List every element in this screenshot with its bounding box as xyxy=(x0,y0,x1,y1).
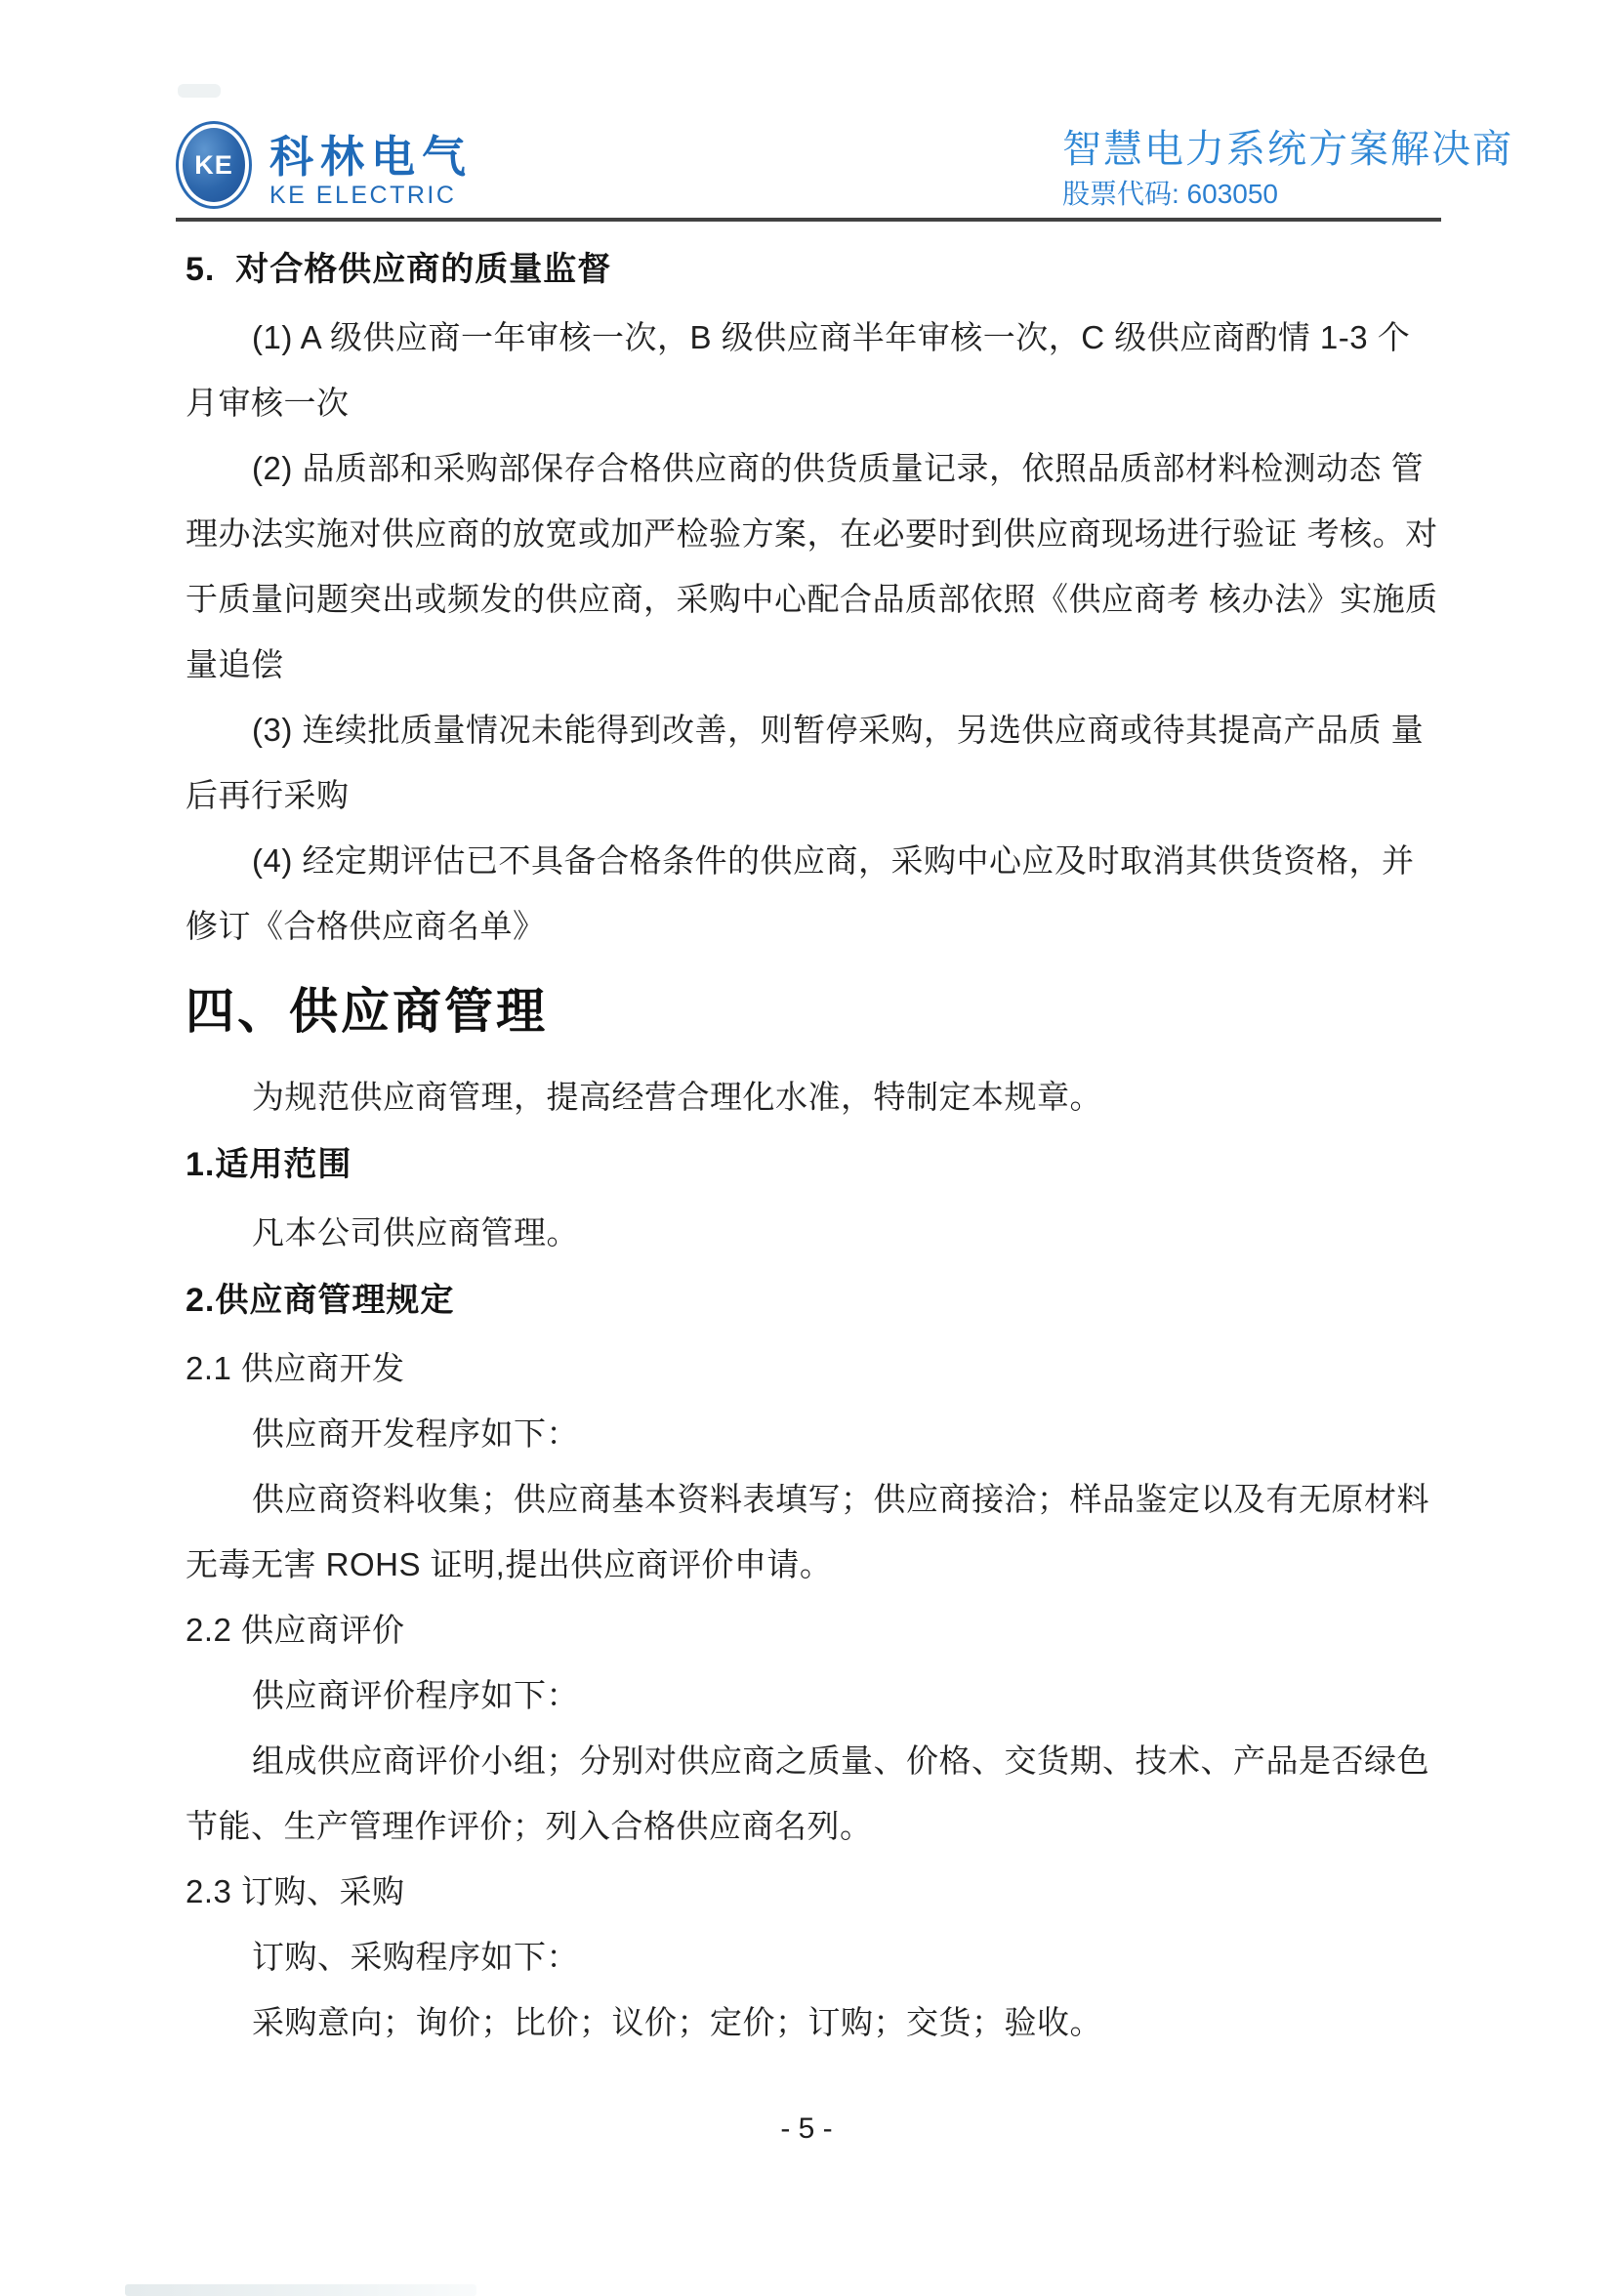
ke-logo-badge-icon xyxy=(176,121,252,209)
text-line: 组成供应商评价小组；分别对供应商之质量、价格、交货期、技术、产品是否绿色 xyxy=(252,1742,1429,1779)
text-line: 凡本公司供应商管理。 xyxy=(252,1214,579,1250)
scan-artifact-bottom xyxy=(125,2284,476,2296)
text-line: (4) 经定期评估已不具备合格条件的供应商，采购中心应及时取消其供货资格，并 xyxy=(252,842,1415,879)
text-line: 供应商资料收集；供应商基本资料表填写；供应商接洽；样品鉴定以及有无原材料 xyxy=(252,1481,1429,1517)
text-line: 2.供应商管理规定 xyxy=(186,1282,455,1319)
text-line: (2) 品质部和采购部保存合格供应商的供货质量记录，依照品质部材料检测动态 管 xyxy=(252,450,1425,486)
text-line: 月审核一次 xyxy=(186,385,350,421)
company-name-block xyxy=(269,121,473,209)
page-number: - 5 - xyxy=(780,2112,833,2145)
text-line: 修订《合格供应商名单》 xyxy=(186,908,546,944)
text-line: 四、供应商管理 xyxy=(186,984,548,1039)
text-line: 量追偿 xyxy=(186,646,284,682)
text-line: 理办法实施对供应商的放宽或加严检验方案，在必要时到供应商现场进行验证 考核。对 xyxy=(186,515,1438,552)
company-tagline: 智慧电力系统方案解决商 xyxy=(1062,128,1513,171)
text-line: (1) A 级供应商一年审核一次，B 级供应商半年审核一次，C 级供应商酌情 1-3 个 xyxy=(252,319,1411,355)
scan-artifact-top xyxy=(178,84,221,98)
text-line: 后再行采购 xyxy=(186,777,350,813)
page-header xyxy=(176,121,1513,215)
text-line: 2.2 供应商评价 xyxy=(186,1612,405,1648)
company-name-en: KE ELECTRIC xyxy=(269,182,457,209)
company-name-zh: 科林电气 xyxy=(269,132,474,182)
text-line: (3) 连续批质量情况未能得到改善，则暂停采购，另选供应商或待其提高产品质 量 xyxy=(252,712,1425,748)
document-body xyxy=(186,234,1455,2055)
text-line: 2.1 供应商开发 xyxy=(186,1350,405,1386)
text-line: 供应商评价程序如下： xyxy=(252,1677,579,1713)
text-line: 1.适用范围 xyxy=(186,1146,352,1183)
text-line: 采购意向；询价；比价；议价；定价；订购；交货；验收。 xyxy=(252,2004,1102,2040)
stock-code: 股票代码: 603050 xyxy=(1062,179,1278,209)
text-line: 节能、生产管理作评价；列入合格供应商名列。 xyxy=(186,1808,873,1844)
text-line: 供应商开发程序如下： xyxy=(252,1415,579,1452)
text-line: 于质量问题突出或频发的供应商，采购中心配合品质部依照《供应商考 核办法》实施质 xyxy=(186,581,1438,617)
header-right-block xyxy=(1062,127,1513,211)
text-line: 订购、采购程序如下： xyxy=(252,1939,579,1975)
text-line: 无毒无害 ROHS 证明,提出供应商评价申请。 xyxy=(186,1546,833,1582)
company-logo xyxy=(176,121,473,209)
header-divider xyxy=(176,218,1441,222)
text-line: 2.3 订购、采购 xyxy=(186,1873,405,1909)
text-line: 5. 对合格供应商的质量监督 xyxy=(186,251,612,288)
text-line: 为规范供应商管理，提高经营合理化水准，特制定本规章。 xyxy=(252,1079,1102,1115)
ke-logo-monogram: KE xyxy=(183,128,245,202)
